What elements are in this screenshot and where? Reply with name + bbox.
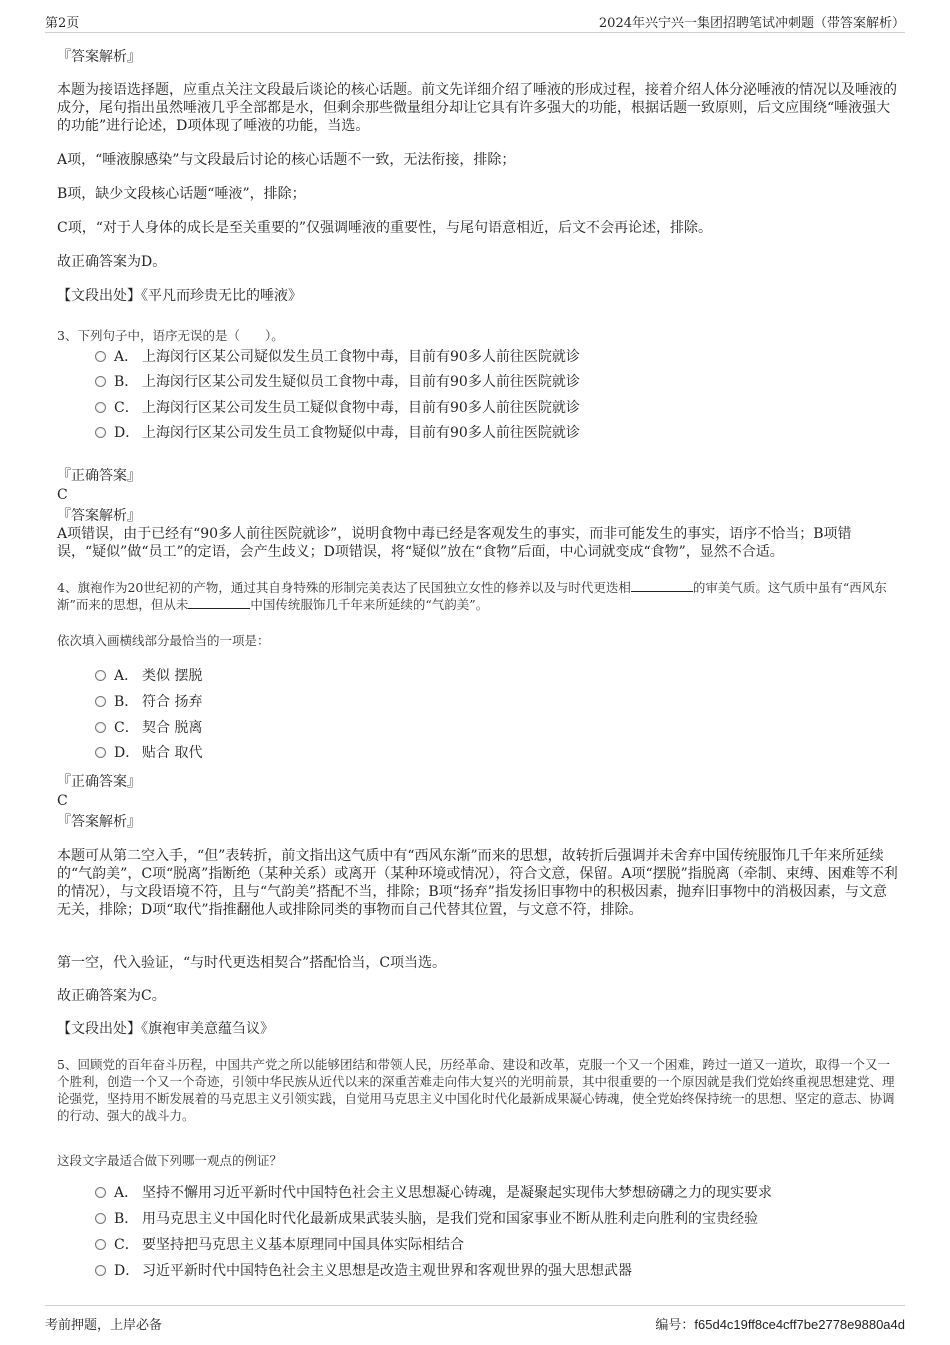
q3-option-d[interactable] — [95, 422, 580, 444]
q5-prompt — [57, 1152, 900, 1169]
analysis-text: A项错误，由于已经有“90多人前往医院就诊”，说明食物中毒已经是客观发生的事实，而非可能发生的事实，语序不恰当；B项错误，“疑似”做“员工”的定语，会产生歧义；D项错误，将“疑似”放在“食物”后面，中心词就变成“食物”，显然不合适。 — [57, 526, 852, 560]
q4-answer — [57, 792, 900, 810]
option-text: 符合 扬弃 — [142, 694, 203, 710]
q4-option-a[interactable] — [95, 665, 202, 687]
radio-button[interactable] — [95, 427, 106, 438]
q4-option-c[interactable] — [95, 717, 202, 739]
analysis-label: 『答案解析』 — [57, 508, 141, 524]
q3-option-c[interactable] — [95, 397, 580, 419]
radio-button[interactable] — [95, 351, 106, 362]
q2-conclusion — [57, 253, 900, 271]
source-text: 【文段出处】《旗袍审美意蕴刍议》 — [57, 1021, 274, 1037]
option-key: D． — [114, 425, 140, 441]
option-text: 贴合 取代 — [142, 745, 203, 761]
document-title: 2024年兴宁兴一集团招聘笔试冲刺题（带答案解析） — [598, 16, 905, 31]
page-number: 第2页 — [45, 16, 80, 31]
option-text: 用马克思主义中国化时代化最新成果武装头脑，是我们党和国家事业不断从胜利走向胜利的宝贵经验 — [142, 1211, 758, 1227]
q4-verify — [57, 954, 900, 972]
option-key: B． — [114, 374, 139, 390]
conclusion-text: 故正确答案为D。 — [57, 254, 167, 270]
option-text: 习近平新时代中国特色社会主义思想是改造主观世界和客观世界的强大思想武器 — [142, 1263, 632, 1279]
code-label: 编号： — [655, 1317, 695, 1332]
q4-analysis — [57, 847, 900, 919]
q5-option-c[interactable] — [95, 1234, 464, 1256]
blank-line — [188, 596, 250, 609]
radio-button[interactable] — [95, 1213, 106, 1224]
radio-button[interactable] — [95, 1187, 106, 1198]
option-key: A． — [114, 668, 139, 684]
verify-text: 第一空，代入验证，“与时代更迭相契合”搭配恰当，C项当选。 — [57, 955, 447, 971]
q4-analysis-label — [57, 813, 900, 831]
q3-analysis-label — [57, 507, 900, 525]
q2-analysis — [57, 81, 900, 135]
option-text: 上海闵行区某公司发生员工食物疑似中毒，目前有90多人前往医院就诊 — [142, 425, 580, 441]
q3-answer-label — [57, 467, 900, 485]
q2-note-b — [57, 185, 900, 203]
document-code — [655, 1314, 905, 1333]
question-text: 3、下列句子中，语序无误的是（ ）。 — [57, 328, 284, 343]
radio-button[interactable] — [95, 1239, 106, 1250]
q5-option-a[interactable] — [95, 1182, 772, 1204]
option-text: 上海闵行区某公司疑似发生员工食物中毒，目前有90多人前往医院就诊 — [142, 349, 580, 365]
option-text: 类似 摆脱 — [142, 668, 203, 684]
answer-value: C — [57, 487, 68, 503]
option-text: 坚持不懈用习近平新时代中国特色社会主义思想凝心铸魂，是凝聚起实现伟大梦想磅礴之力的现实要求 — [142, 1185, 772, 1201]
q4-option-d[interactable] — [95, 742, 202, 764]
q4-conclusion — [57, 987, 900, 1005]
option-text: 上海闵行区某公司发生员工疑似食物中毒，目前有90多人前往医院就诊 — [142, 400, 580, 416]
page-footer — [45, 1305, 905, 1334]
option-text: 上海闵行区某公司发生疑似员工食物中毒，目前有90多人前往医院就诊 — [142, 374, 580, 390]
analysis-text: 本题可从第二空入手，“但”表转折，前文指出这气质中有“西风东渐”而来的思想，故转折后强调并未舍弃中国传统服饰几千年来所延续的“气韵美”，C项“脱离”指断绝（某种关系）或离开（某种环境或情况），符合文意，保留。A项“摆脱”指脱离（牵制、束缚、困难等不利的情况），与文段语境不符，且与“气韵美”搭配不当，排除；B项“扬弃”指发扬旧事物中的积极因素，抛弃旧事物中的消极因素，与文意无关，排除；D项“取代”指推翻他人或排除同类的事物而自己代替其位置，与文意不符，排除。 — [57, 848, 898, 918]
q2-analysis-label-block — [57, 48, 900, 66]
q4-stem — [57, 579, 900, 613]
option-key: B． — [114, 1211, 139, 1227]
source-text: 【文段出处】《平凡而珍贵无比的唾液》 — [57, 288, 302, 304]
option-key: A． — [114, 1185, 139, 1201]
stem-part-2: 的审美气质。这气质中虽有“西风东渐”而来的思想，但从未 — [57, 580, 887, 612]
radio-button[interactable] — [95, 696, 106, 707]
option-key: B． — [114, 694, 139, 710]
prompt-text: 这段文字最适合做下列哪一观点的例证？ — [57, 1153, 283, 1168]
q5-option-d[interactable] — [95, 1260, 632, 1282]
q4-source — [57, 1020, 900, 1038]
option-text: 要坚持把马克思主义基本原理同中国具体实际相结合 — [142, 1237, 464, 1253]
radio-button[interactable] — [95, 747, 106, 758]
answer-label: 『正确答案』 — [57, 774, 141, 790]
q4-answer-label — [57, 773, 900, 791]
radio-button[interactable] — [95, 722, 106, 733]
option-b-note: B项，缺少文段核心话题“唾液”，排除； — [57, 186, 306, 202]
q4-option-b[interactable] — [95, 691, 202, 713]
q4-prompt — [57, 632, 900, 649]
analysis-label: 『答案解析』 — [57, 49, 141, 65]
q5-option-b[interactable] — [95, 1208, 758, 1230]
code-value: f65d4c19ff8ce4cff7be2778e9880a4d — [694, 1317, 905, 1332]
radio-button[interactable] — [95, 376, 106, 387]
prompt-text: 依次填入画横线部分最恰当的一项是： — [57, 633, 270, 648]
question-text — [57, 579, 900, 613]
option-c-note: C项，“对于人身体的成长是至关重要的”仅强调唾液的重要性，与尾句语意相近，后文不会再论述，排除。 — [57, 220, 713, 236]
answer-value: C — [57, 793, 68, 809]
conclusion-text: 故正确答案为C。 — [57, 988, 166, 1004]
q3-option-a[interactable] — [95, 346, 580, 368]
option-key: A． — [114, 349, 139, 365]
page-header — [45, 8, 905, 33]
answer-label: 『正确答案』 — [57, 468, 141, 484]
option-a-note: A项，“唾液腺感染”与文段最后讨论的核心话题不一致，无法衔接，排除； — [57, 152, 516, 168]
q2-source — [57, 287, 900, 305]
analysis-text: 本题为接语选择题，应重点关注文段最后谈论的核心话题。前文先详细介绍了唾液的形成过程，接着介绍人体分泌唾液的情况以及唾液的成分，尾句指出虽然唾液几乎全部都是水，但剩余那些微量组分却让它具有许多强大的功能，根据话题一致原则，后文应围绕“唾液强大的功能”进行论述，D项体现了唾液的功能，当选。 — [57, 82, 897, 134]
q3-answer — [57, 486, 900, 504]
radio-button[interactable] — [95, 670, 106, 681]
radio-button[interactable] — [95, 402, 106, 413]
stem-part-1: 4、旗袍作为20世纪初的产物，通过其自身特殊的形制完美表达了民国独立女性的修养以及与时代更迭相 — [57, 580, 631, 595]
q2-note-c — [57, 219, 900, 237]
option-key: D． — [114, 1263, 140, 1279]
footer-slogan: 考前押题，上岸必备 — [45, 1318, 163, 1333]
option-text: 契合 脱离 — [142, 720, 203, 736]
option-key: C． — [114, 1237, 139, 1253]
question-text: 5、回顾党的百年奋斗历程，中国共产党之所以能够团结和带领人民，历经革命、建设和改革，克服一个又一个困难，跨过一道又一道坎，取得一个又一个胜利，创造一个又一个奇迹，引领中华民族从近代以来的深重苦难走向伟大复兴的光明前景，其中很重要的一个原因就是我们党始终重视思想建党、理论强党，坚持用不断发展着的马克思主义引领实践，自觉用马克思主义中国化时代化最新成果凝心铸魂，使全党始终保持统一的思想、坚定的意志、协调的行动、强大的战斗力。 — [57, 1057, 895, 1123]
option-key: D． — [114, 745, 140, 761]
analysis-label: 『答案解析』 — [57, 814, 141, 830]
stem-part-3: 中国传统服饰几千年来所延续的“气韵美”。 — [250, 597, 489, 612]
blank-line — [631, 579, 693, 592]
q3-question — [57, 327, 900, 344]
q5-stem — [57, 1056, 900, 1124]
q3-analysis — [57, 525, 900, 561]
q2-note-a — [57, 151, 900, 169]
radio-button[interactable] — [95, 1265, 106, 1276]
option-key: C． — [114, 720, 139, 736]
q3-option-b[interactable] — [95, 371, 580, 393]
option-key: C． — [114, 400, 139, 416]
